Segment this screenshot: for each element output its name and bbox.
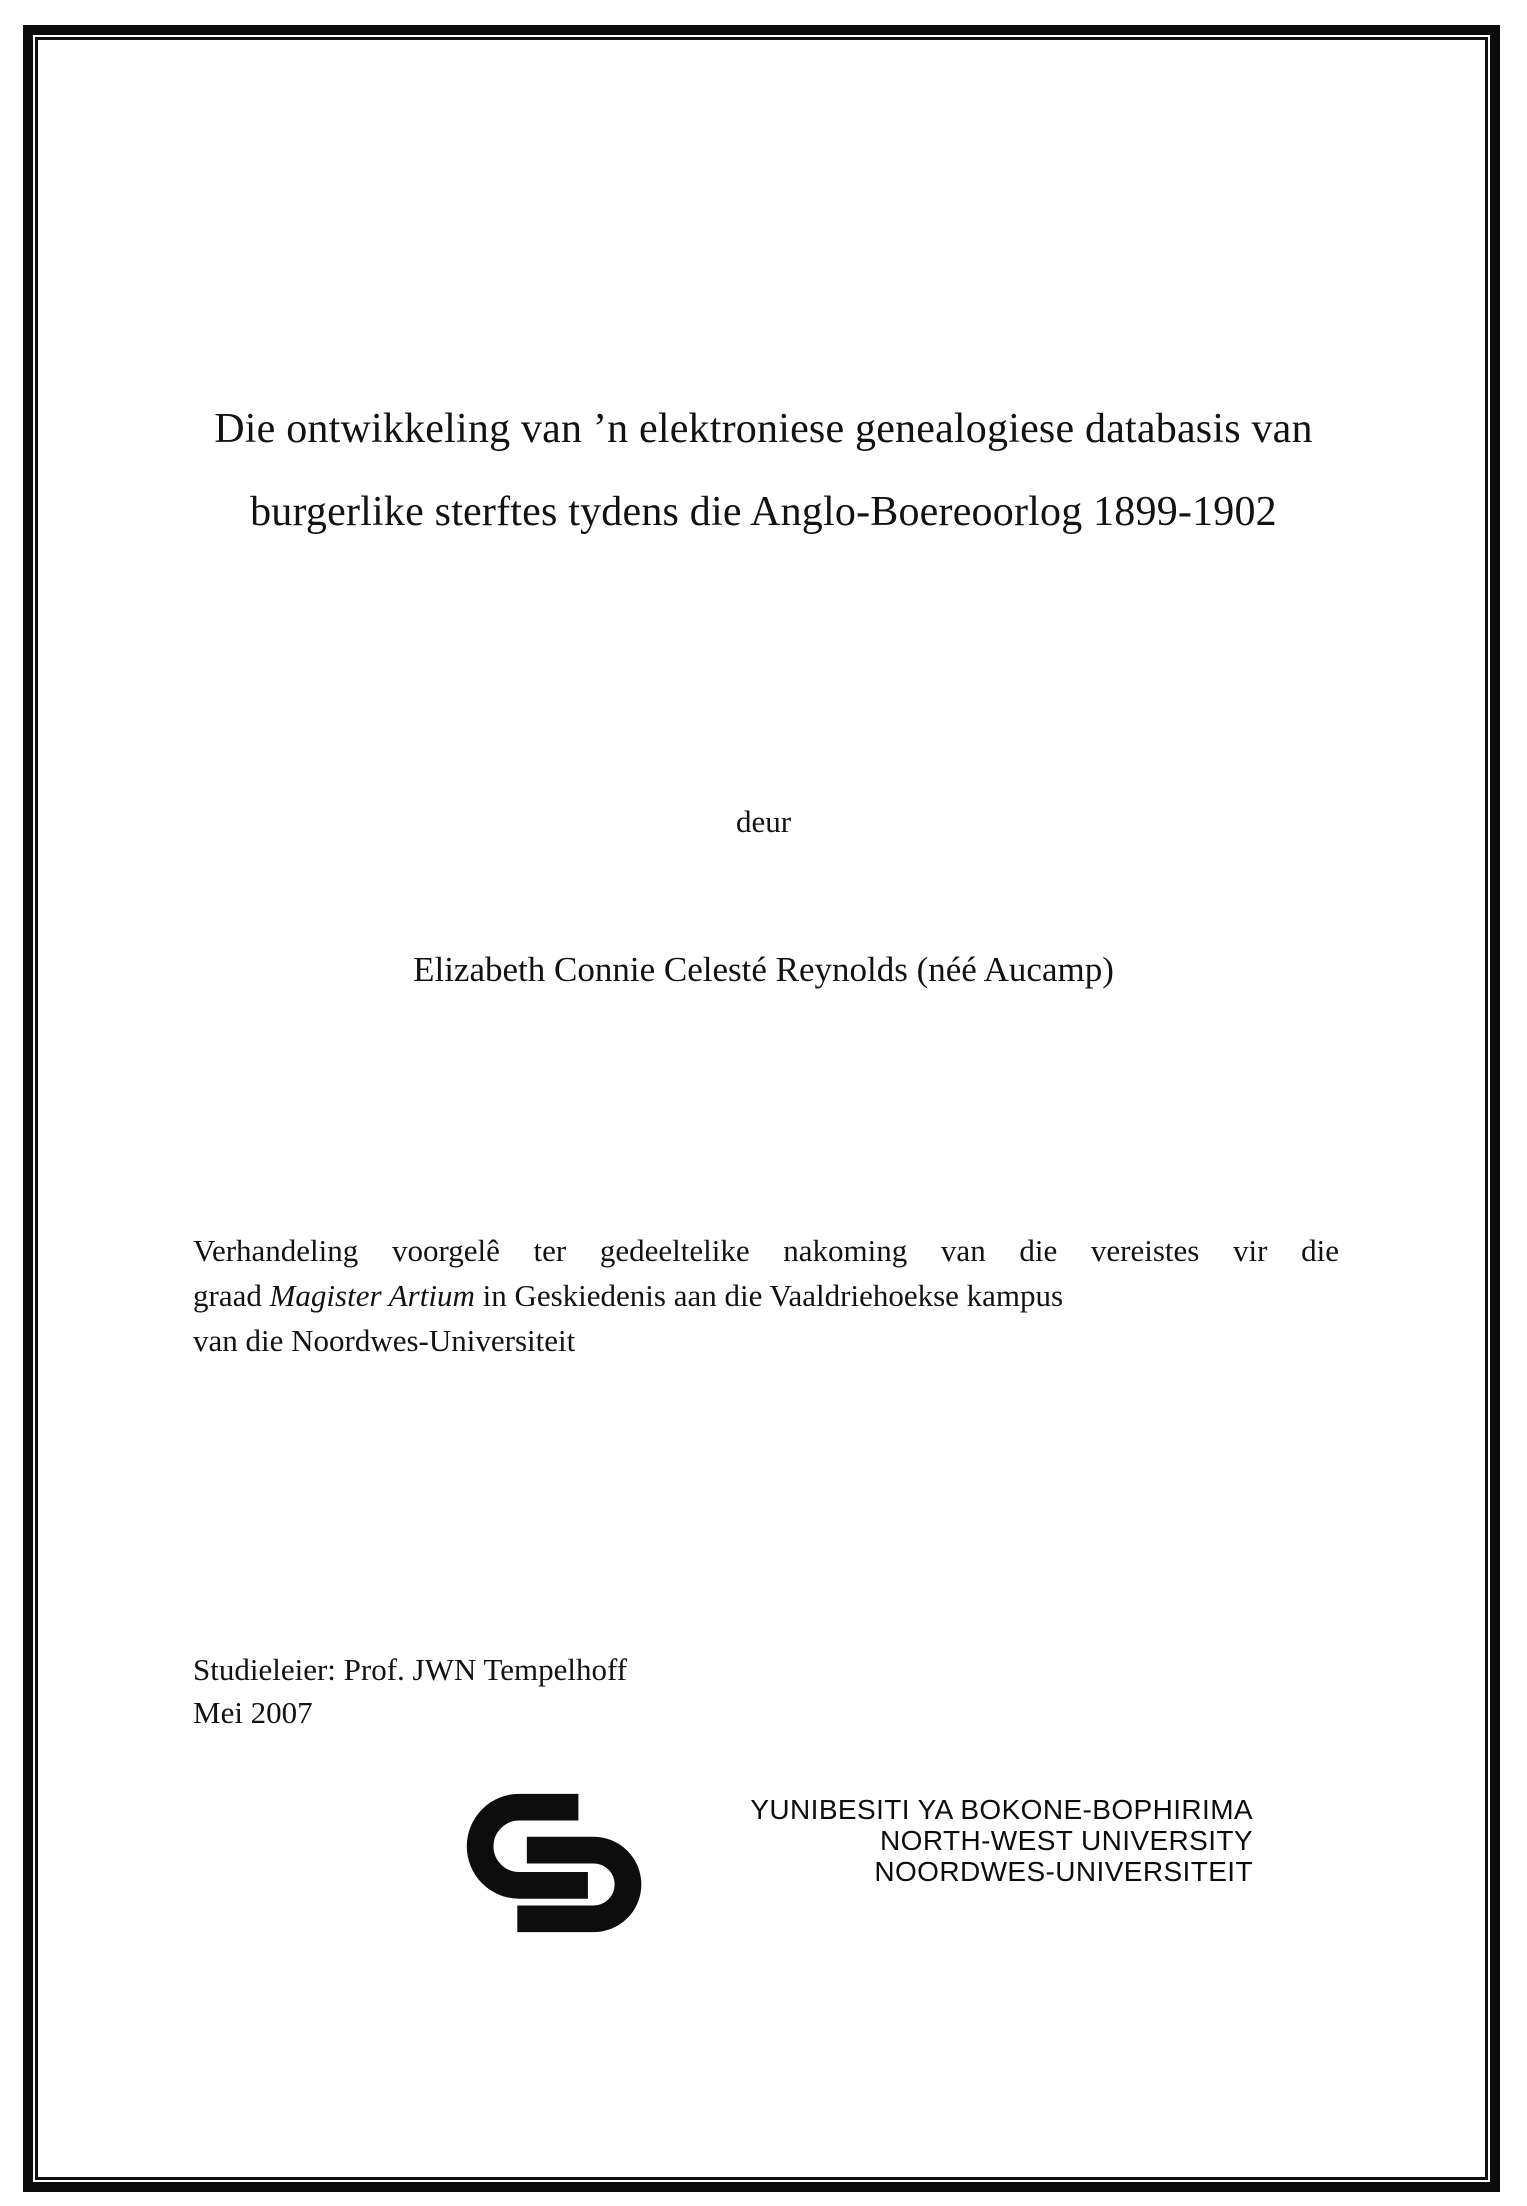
submission-line-2-post: in Geskiedenis aan die Vaaldriehoekse kampus (474, 1278, 1064, 1313)
university-logo (462, 1788, 1253, 1938)
submission-line-1: Verhandeling voorgelê ter gedeeltelike nakoming van die vereistes vir die (193, 1233, 1339, 1268)
byline-label: deur (735, 804, 792, 839)
university-logo-wordmark (603, 1788, 1253, 1887)
supervisor-line: Studieleier: Prof. JWN Tempelhoff (193, 1652, 628, 1687)
supervisor-block (193, 1648, 627, 1734)
logo-line-afrikaans: NOORDWES-UNIVERSITEIT (874, 1856, 1253, 1887)
logo-line-english: NORTH-WEST UNIVERSITY (880, 1825, 1253, 1856)
submission-statement (193, 1228, 1339, 1363)
thesis-title (80, 388, 1447, 554)
author-name: Elizabeth Connie Celesté Reynolds (néé Aucamp) (413, 950, 1114, 989)
submission-line-2 (193, 1273, 1339, 1318)
submission-line-3: van die Noordwes-Universiteit (193, 1323, 576, 1358)
date-line: Mei 2007 (193, 1695, 313, 1730)
degree-name: Magister Artium (269, 1278, 475, 1313)
logo-line-setswana: YUNIBESITI YA BOKONE-BOPHIRIMA (750, 1794, 1253, 1825)
thesis-title-line-1: Die ontwikkeling van ’n elektroniese genealogiese databasis van (214, 406, 1313, 452)
thesis-title-line-2: burgerlike sterftes tydens die Anglo-Boereoorlog 1899-1902 (250, 489, 1277, 535)
submission-line-2-pre: graad (193, 1278, 270, 1313)
